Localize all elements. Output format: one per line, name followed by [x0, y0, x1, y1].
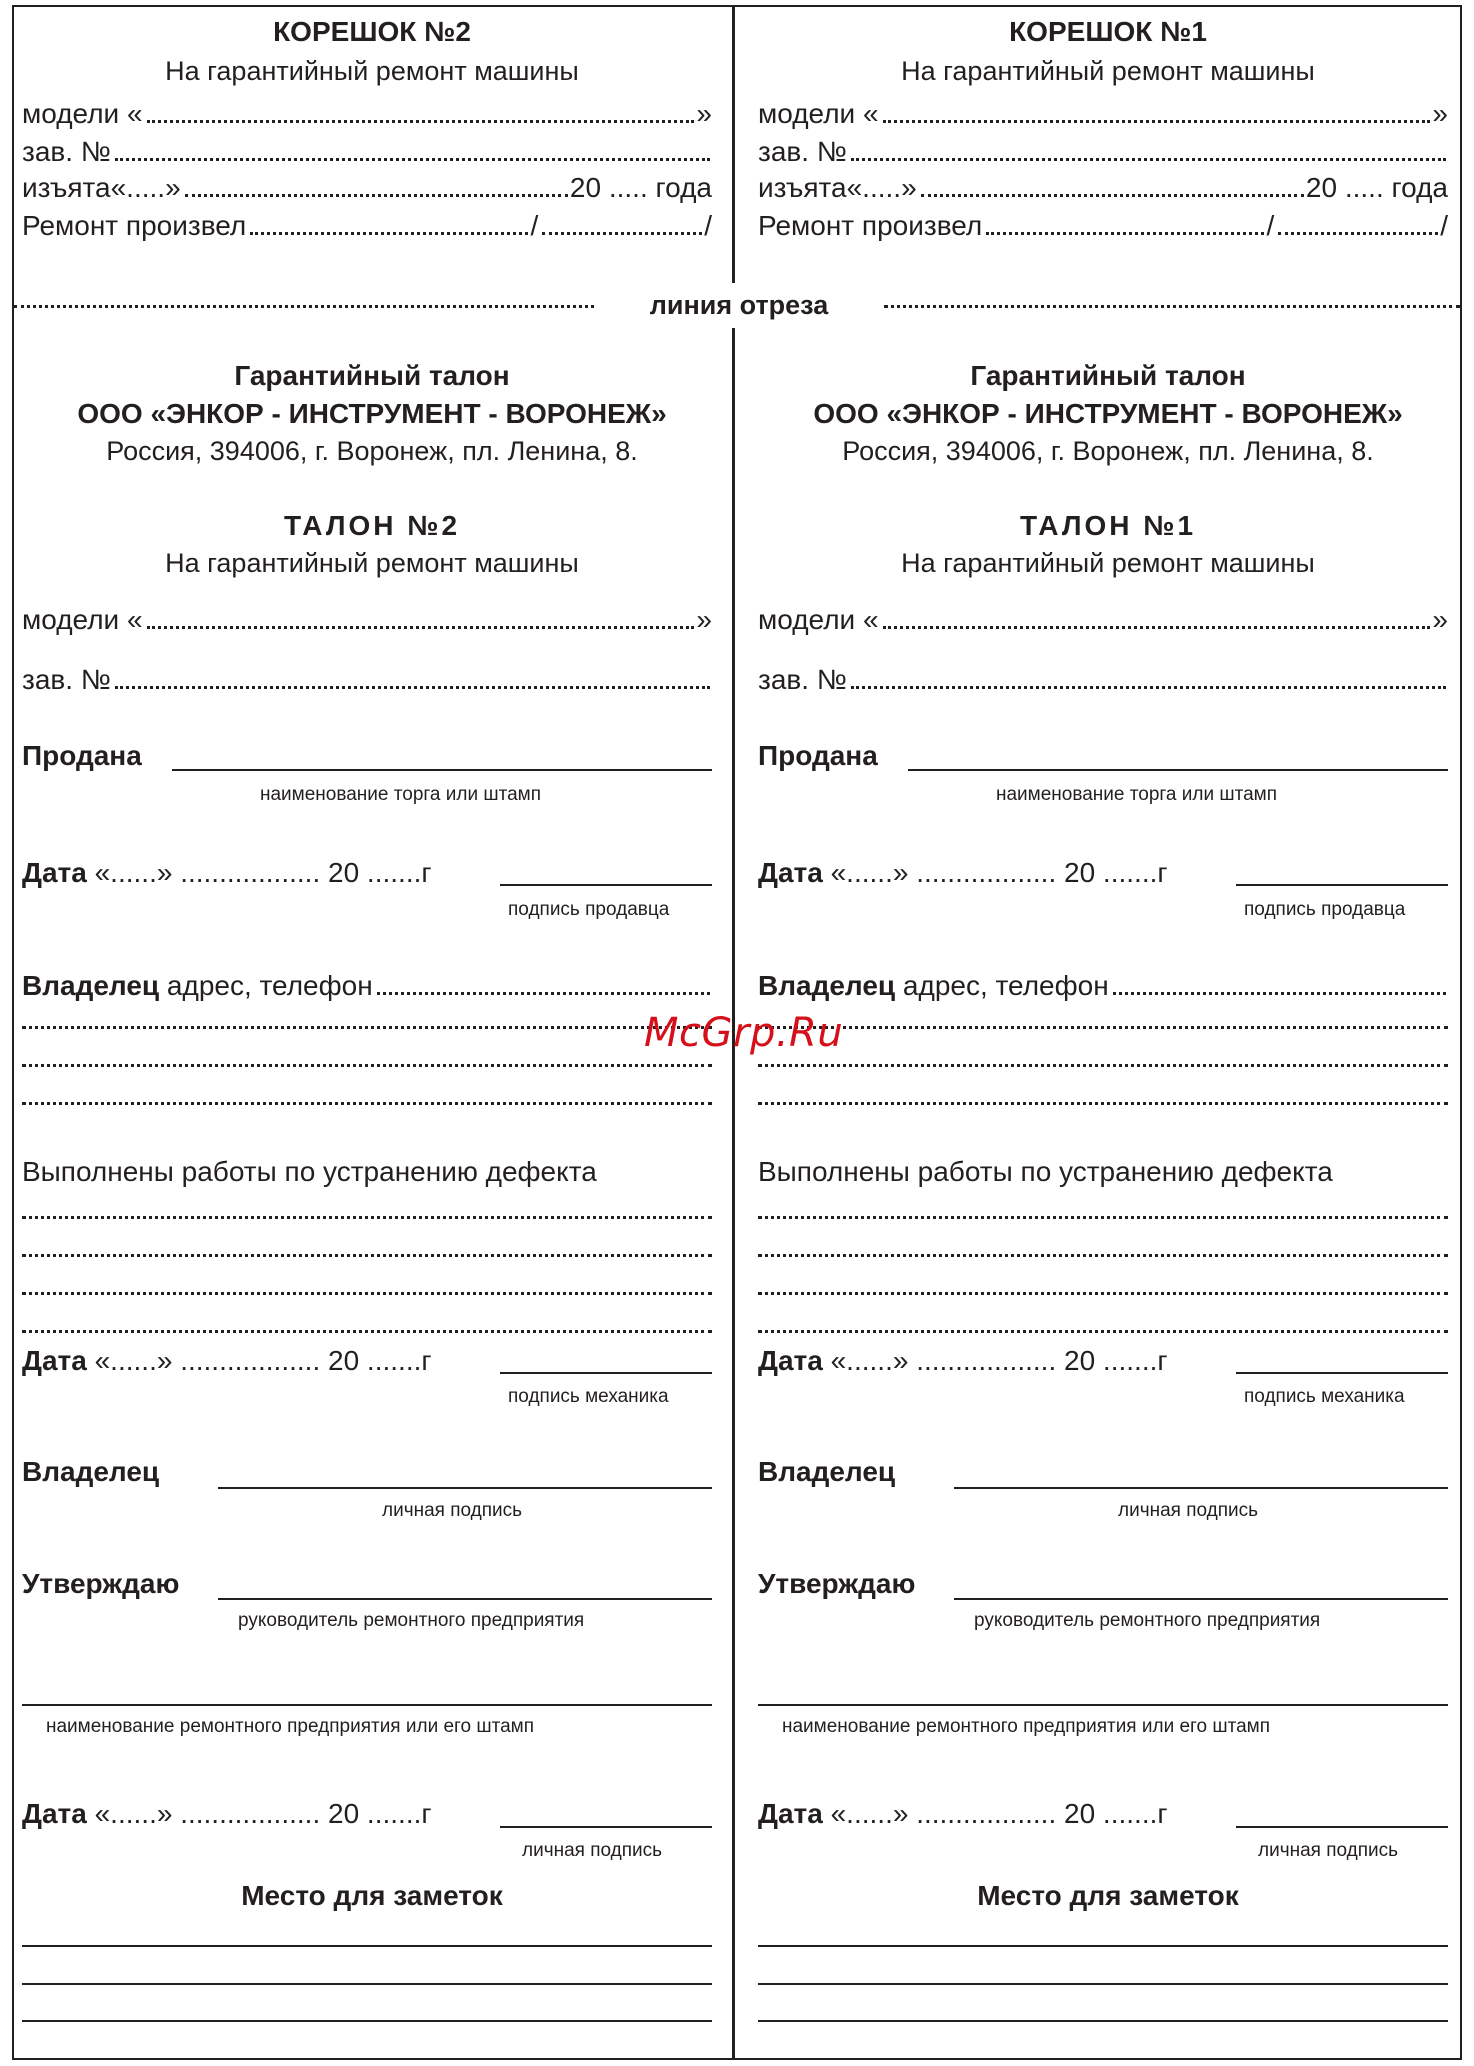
final-signature-line[interactable] — [500, 1826, 712, 1828]
stub-title: КОРЕШОК №2 — [273, 16, 471, 47]
stub-repair-label: Ремонт произвел — [22, 210, 247, 241]
date-label: Дата — [758, 1345, 823, 1376]
date-label: Дата — [22, 1345, 87, 1376]
approval-date-field[interactable] — [758, 1798, 1168, 1830]
stub-repair-slash: / — [1266, 210, 1275, 241]
sold-caption: наименование торга или штамп — [996, 784, 1277, 805]
stub-repair-field[interactable] — [22, 208, 712, 242]
owner2-caption: личная подпись — [1118, 1500, 1259, 1521]
owner-dotline-1[interactable] — [758, 1026, 1448, 1029]
stub-title: КОРЕШОК №1 — [1009, 16, 1207, 47]
stub-model-label: модели « — [22, 98, 143, 129]
works-label: Выполнены работы по устранению дефекта — [22, 1156, 597, 1187]
owner-dotline-3[interactable] — [22, 1102, 712, 1105]
serial-field[interactable] — [758, 662, 1448, 696]
sold-caption: наименование торга или штамп — [260, 784, 541, 805]
enterprise-line[interactable] — [22, 1704, 712, 1706]
model-label: модели « — [22, 604, 143, 635]
stub-removed-field[interactable] — [22, 170, 712, 204]
seller-caption: подпись продавца — [508, 899, 670, 920]
sold-label: Продана — [758, 740, 878, 771]
final-signature-line[interactable] — [1236, 1826, 1448, 1828]
mechanic-caption: подпись механика — [508, 1386, 669, 1407]
final-caption: личная подпись — [1258, 1840, 1399, 1861]
mechanic-signature-line[interactable] — [1236, 1372, 1448, 1374]
sale-date-field[interactable] — [758, 857, 1168, 889]
owner-signature-line[interactable] — [218, 1487, 712, 1489]
stub-model-end: » — [1432, 98, 1448, 129]
company-name: ООО «ЭНКОР - ИНСТРУМЕНТ - ВОРОНЕЖ» — [77, 398, 667, 429]
works-label: Выполнены работы по устранению дефекта — [758, 1156, 1333, 1187]
date-text: «......» .................. 20 .......г — [94, 1345, 432, 1376]
sold-label: Продана — [22, 740, 142, 771]
owner2-label: Владелец — [22, 1456, 160, 1487]
stub-subtitle: На гарантийный ремонт машины — [901, 56, 1315, 86]
owner2-label: Владелец — [758, 1456, 896, 1487]
stub-removed-year: 20 ..... года — [569, 172, 712, 203]
owner-address-field[interactable] — [758, 968, 1448, 1002]
stub-removed-year: 20 ..... года — [1305, 172, 1448, 203]
date-text: «......» .................. 20 .......г — [830, 857, 1168, 888]
approval-date-field[interactable] — [22, 1798, 432, 1830]
approve-caption: руководитель ремонтного предприятия — [238, 1610, 585, 1631]
owner-dotline-2[interactable] — [758, 1064, 1448, 1067]
stub-removed-label: изъята«.....» — [22, 172, 181, 203]
stub-serial-field[interactable] — [22, 134, 712, 168]
enterprise-line[interactable] — [758, 1704, 1448, 1706]
column-divider-bottom — [732, 328, 735, 2060]
notes-title: Место для заметок — [977, 1880, 1239, 1911]
coupon-subtitle: На гарантийный ремонт машины — [901, 548, 1315, 578]
company-address: Россия, 394006, г. Воронеж, пл. Ленина, 8. — [842, 436, 1374, 466]
stub-serial-label: зав. № — [758, 136, 847, 167]
repair-date-field[interactable] — [758, 1345, 1168, 1377]
stub-model-label: модели « — [758, 98, 879, 129]
date-text: «......» .................. 20 .......г — [94, 1798, 432, 1829]
owner-bold: Владелец — [758, 970, 896, 1001]
works-dotline-3[interactable] — [22, 1292, 712, 1295]
serial-field[interactable] — [22, 662, 712, 696]
date-label: Дата — [22, 857, 87, 888]
stub-repair-label: Ремонт произвел — [758, 210, 983, 241]
serial-label: зав. № — [758, 664, 847, 695]
enterprise-caption: наименование ремонтного предприятия или его штамп — [46, 1716, 535, 1737]
stub-repair-slash: / — [530, 210, 539, 241]
owner2-caption: личная подпись — [382, 1500, 523, 1521]
model-end: » — [1432, 604, 1448, 635]
owner-dotline-3[interactable] — [758, 1102, 1448, 1105]
notes-line-2[interactable] — [22, 1983, 712, 1985]
coupon-heading: Гарантийный талон — [234, 360, 510, 391]
sold-line[interactable] — [172, 769, 712, 771]
sold-line[interactable] — [908, 769, 1448, 771]
coupon-heading: Гарантийный талон — [970, 360, 1246, 391]
serial-label: зав. № — [22, 664, 111, 695]
company-name: ООО «ЭНКОР - ИНСТРУМЕНТ - ВОРОНЕЖ» — [813, 398, 1403, 429]
model-end: » — [696, 604, 712, 635]
owner-bold: Владелец — [22, 970, 160, 1001]
owner-address-field[interactable] — [22, 968, 712, 1002]
notes-line-3[interactable] — [22, 2020, 712, 2022]
seller-caption: подпись продавца — [1244, 899, 1406, 920]
final-caption: личная подпись — [522, 1840, 663, 1861]
mechanic-caption: подпись механика — [1244, 1386, 1405, 1407]
date-text: «......» .................. 20 .......г — [830, 1345, 1168, 1376]
coupon-subtitle: На гарантийный ремонт машины — [165, 548, 579, 578]
owner-signature-line[interactable] — [954, 1487, 1448, 1489]
stub-removed-label: изъята«.....» — [758, 172, 917, 203]
approve-line[interactable] — [218, 1598, 712, 1600]
mechanic-signature-line[interactable] — [500, 1372, 712, 1374]
works-dotline-3[interactable] — [758, 1292, 1448, 1295]
works-dotline-2[interactable] — [22, 1254, 712, 1257]
company-address: Россия, 394006, г. Воронеж, пл. Ленина, 8. — [106, 436, 638, 466]
date-label: Дата — [22, 1798, 87, 1829]
works-dotline-1[interactable] — [758, 1216, 1448, 1219]
coupon-title: ТАЛОН №2 — [283, 510, 461, 541]
works-dotline-4[interactable] — [22, 1330, 712, 1333]
works-dotline-4[interactable] — [758, 1330, 1448, 1333]
date-text: «......» .................. 20 .......г — [830, 1798, 1168, 1829]
repair-date-field[interactable] — [22, 1345, 432, 1377]
works-dotline-2[interactable] — [758, 1254, 1448, 1257]
stub-model-field[interactable] — [22, 96, 712, 130]
seller-signature-line[interactable] — [500, 884, 712, 886]
seller-signature-line[interactable] — [1236, 884, 1448, 886]
approve-line[interactable] — [954, 1598, 1448, 1600]
sale-date-field[interactable] — [22, 857, 432, 889]
model-field[interactable] — [22, 602, 712, 636]
stub-serial-field[interactable] — [758, 134, 1448, 168]
notes-line-2[interactable] — [758, 1983, 1448, 1985]
stub-repair-slash-end: / — [704, 210, 712, 241]
watermark: McGrp.Ru — [644, 1010, 844, 1056]
notes-line-3[interactable] — [758, 2020, 1448, 2022]
right-column — [758, 0, 1458, 2066]
works-dotline-1[interactable] — [22, 1216, 712, 1219]
model-field[interactable] — [758, 602, 1448, 636]
owner-dotline-2[interactable] — [22, 1064, 712, 1067]
column-divider-top — [732, 5, 735, 283]
approve-label: Утверждаю — [758, 1568, 916, 1599]
stub-subtitle: На гарантийный ремонт машины — [165, 56, 579, 86]
stub-repair-slash-end: / — [1440, 210, 1448, 241]
notes-line-1[interactable] — [22, 1945, 712, 1947]
coupon-title: ТАЛОН №1 — [1019, 510, 1197, 541]
date-label: Дата — [758, 857, 823, 888]
stub-model-end: » — [696, 98, 712, 129]
date-label: Дата — [758, 1798, 823, 1829]
enterprise-caption: наименование ремонтного предприятия или его штамп — [782, 1716, 1271, 1737]
owner-text: адрес, телефон — [902, 970, 1109, 1001]
owner-text: адрес, телефон — [166, 970, 373, 1001]
cut-line-label: линия отреза — [649, 290, 829, 320]
stub-removed-field[interactable] — [758, 170, 1448, 204]
stub-model-field[interactable] — [758, 96, 1448, 130]
stub-serial-label: зав. № — [22, 136, 111, 167]
model-label: модели « — [758, 604, 879, 635]
notes-title: Место для заметок — [241, 1880, 503, 1911]
stub-repair-field[interactable] — [758, 208, 1448, 242]
date-text: «......» .................. 20 .......г — [94, 857, 432, 888]
left-column — [22, 0, 722, 2066]
approve-label: Утверждаю — [22, 1568, 180, 1599]
notes-line-1[interactable] — [758, 1945, 1448, 1947]
owner-dotline-1[interactable] — [22, 1026, 712, 1029]
approve-caption: руководитель ремонтного предприятия — [974, 1610, 1321, 1631]
